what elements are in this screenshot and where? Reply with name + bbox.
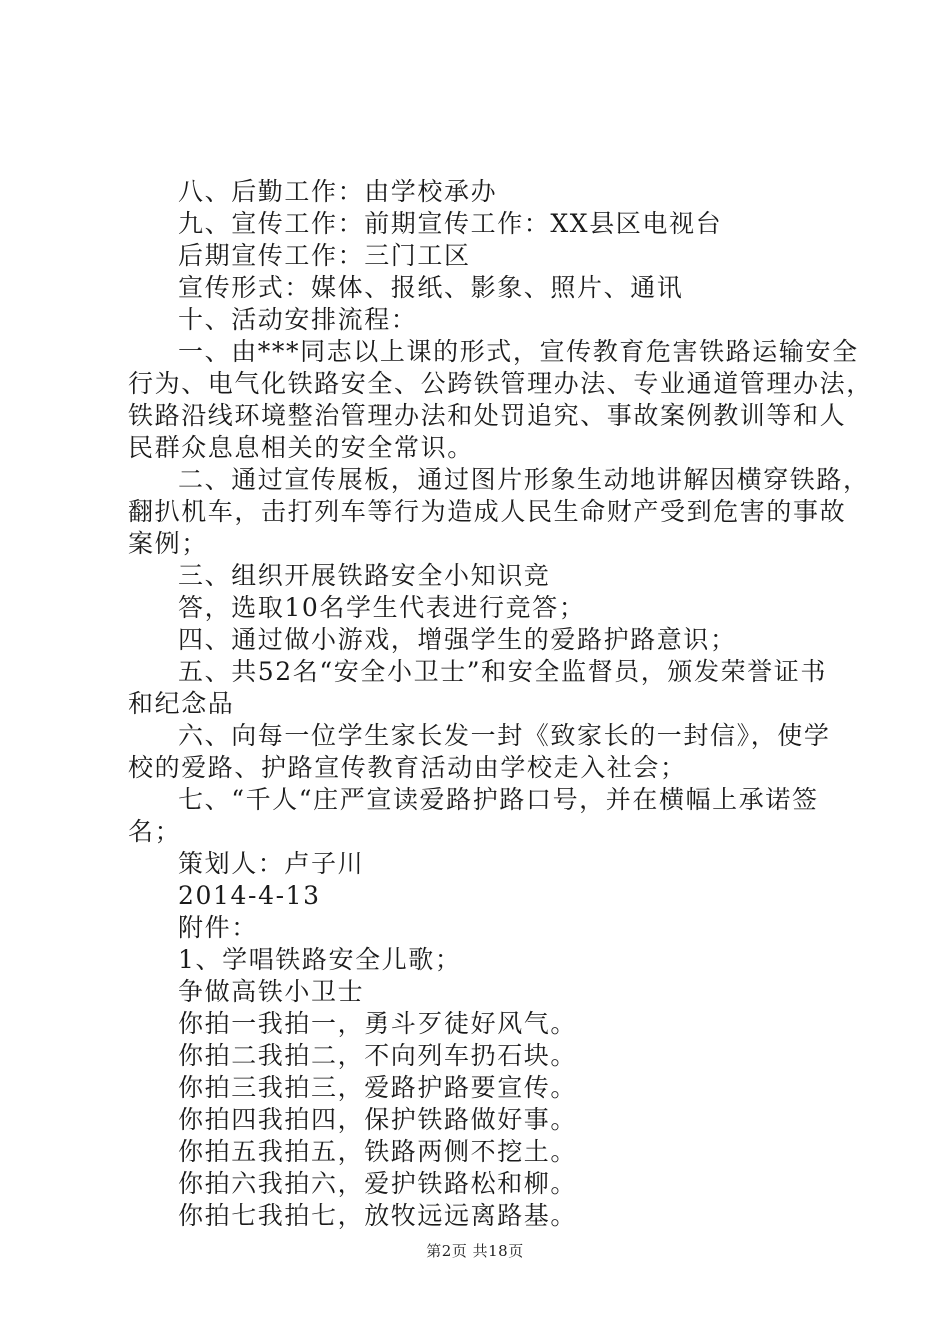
text-line: 铁路沿线环境整治管理办法和处罚追究、事故案例教训等和人 [128,401,847,430]
song-line: 你拍二我拍二，不向列车扔石块。 [178,1041,578,1070]
text-line: 一、由***同志以上课的形式，宣传教育危害铁路运输安全 [178,337,859,366]
text-line: 十、活动安排流程： [178,305,418,334]
planner-line: 策划人：卢子川 [178,849,365,878]
text-line: 后期宣传工作：三门工区 [178,241,471,270]
text-line: 七、“千人“庄严宣读爱路护路口号，并在横幅上承诺签 [178,785,819,814]
text-line: 案例； [128,529,208,558]
text-line: 答，选取10名学生代表进行竞答； [178,593,586,622]
song-line: 你拍七我拍七，放牧远远离路基。 [178,1201,578,1230]
text-line: 校的爱路、护路宣传教育活动由学校走入社会； [128,753,687,782]
song-line: 你拍五我拍五，铁路两侧不挖土。 [178,1137,578,1166]
text-line: 名； [128,817,182,846]
text-line: 九、宣传工作：前期宣传工作：XX县区电视台 [178,209,723,238]
page-number-footer: 第2页 共18页 [426,1242,524,1260]
song-line: 你拍三我拍三，爱路护路要宣传。 [178,1073,578,1102]
song-line: 你拍四我拍四，保护铁路做好事。 [178,1105,578,1134]
text-line: 四、通过做小游戏，增强学生的爱路护路意识； [178,625,737,654]
text-line: 和纪念品 [128,689,235,718]
song-title: 争做高铁小卫士 [178,977,365,1006]
text-line: 宣传形式：媒体、报纸、影象、照片、通讯 [178,273,684,302]
text-line: 六、向每一位学生家长发一封《致家长的一封信》，使学 [178,721,831,750]
text-line: 1、学唱铁路安全儿歌； [178,945,462,974]
song-line: 你拍一我拍一，勇斗歹徒好风气。 [178,1009,578,1038]
text-line: 行为、电气化铁路安全、公跨铁管理办法、专业通道管理办法， [128,369,873,398]
date-line: 2014-4-13 [178,881,321,910]
song-line: 你拍六我拍六，爱护铁路松和柳。 [178,1169,578,1198]
text-line: 三、组织开展铁路安全小知识竞 [178,561,551,590]
text-line: 五、共52名“安全小卫士”和安全监督员，颁发荣誉证书 [178,657,827,686]
attachment-heading: 附件： [178,913,258,942]
text-line: 二、通过宣传展板，通过图片形象生动地讲解因横穿铁路， [178,465,870,494]
text-line: 民群众息息相关的安全常识。 [128,433,474,462]
text-line: 八、后勤工作：由学校承办 [178,177,498,206]
text-line: 翻扒机车，击打列车等行为造成人民生命财产受到危害的事故 [128,497,847,526]
